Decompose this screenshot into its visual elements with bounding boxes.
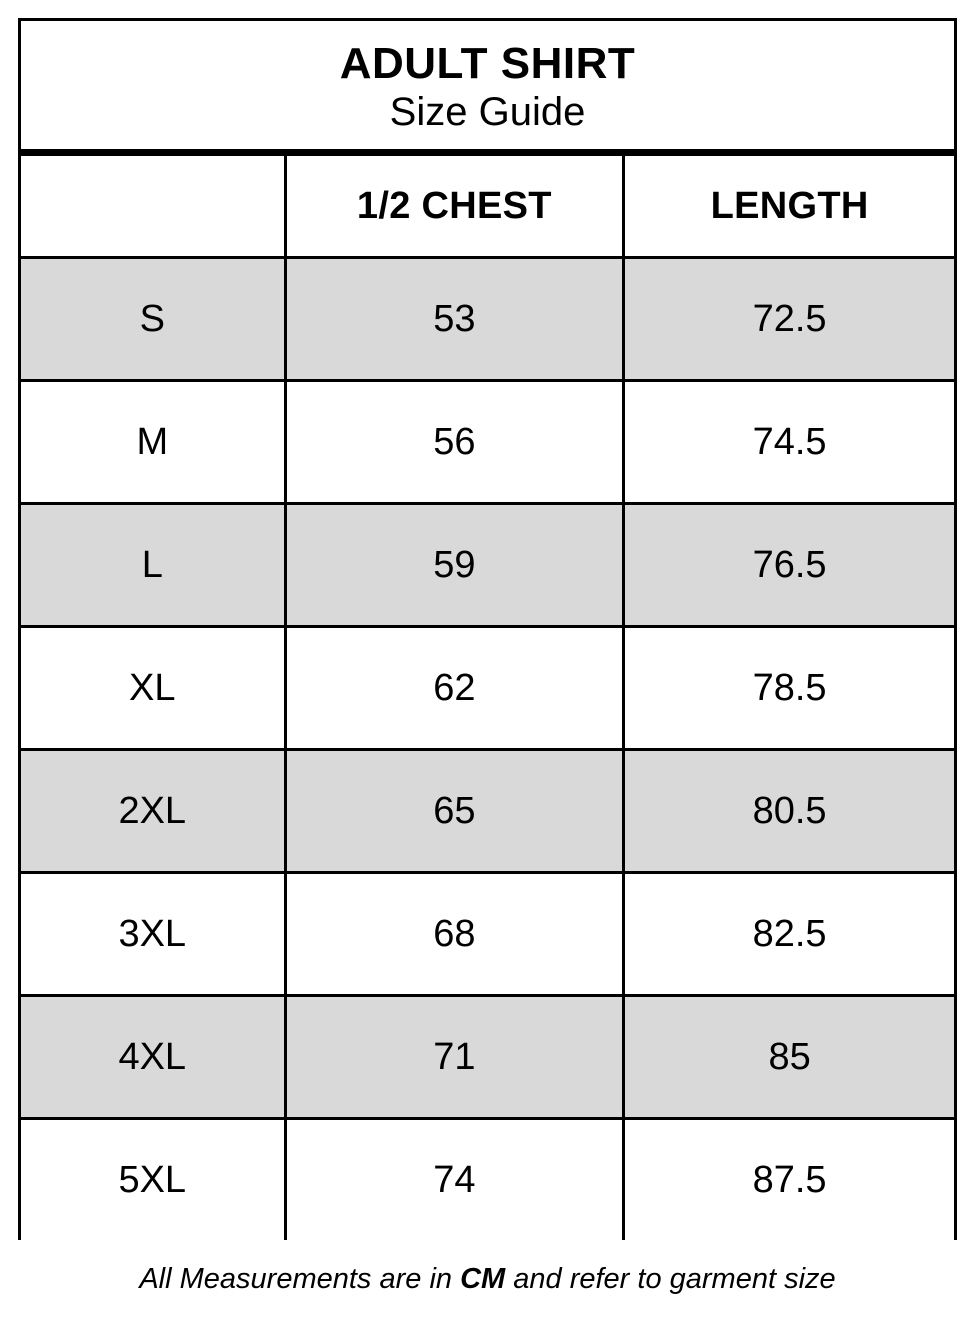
size-chart <box>18 18 957 1240</box>
measurement-unit: CM <box>460 1263 506 1296</box>
cell-length: 72.5 <box>624 258 954 381</box>
table-header-row <box>21 156 954 258</box>
cell-chest: 53 <box>285 258 624 381</box>
cell-length: 80.5 <box>624 750 954 873</box>
cell-size: M <box>21 381 285 504</box>
cell-chest: 65 <box>285 750 624 873</box>
cell-length: 82.5 <box>624 873 954 996</box>
cell-length: 74.5 <box>624 381 954 504</box>
table-row <box>21 381 954 504</box>
cell-size: XL <box>21 627 285 750</box>
measurement-note <box>18 1262 957 1297</box>
cell-chest: 59 <box>285 504 624 627</box>
cell-length: 85 <box>624 996 954 1119</box>
page-title: ADULT SHIRT <box>339 39 636 88</box>
cell-chest: 56 <box>285 381 624 504</box>
table-row <box>21 258 954 381</box>
column-header-size <box>21 156 285 258</box>
cell-chest: 74 <box>285 1119 624 1241</box>
cell-size: 3XL <box>21 873 285 996</box>
cell-length: 76.5 <box>624 504 954 627</box>
title-block <box>21 21 954 156</box>
table-row <box>21 750 954 873</box>
table-row <box>21 1119 954 1241</box>
cell-size: 5XL <box>21 1119 285 1241</box>
cell-length: 87.5 <box>624 1119 954 1241</box>
column-header-half-chest: 1/2 CHEST <box>285 156 624 258</box>
cell-length: 78.5 <box>624 627 954 750</box>
page-subtitle: Size Guide <box>389 90 586 135</box>
cell-chest: 71 <box>285 996 624 1119</box>
cell-size: L <box>21 504 285 627</box>
cell-chest: 68 <box>285 873 624 996</box>
cell-size: 2XL <box>21 750 285 873</box>
table-row <box>21 504 954 627</box>
measurement-note-part2: and refer to garment size <box>505 1263 836 1296</box>
table-row <box>21 873 954 996</box>
cell-chest: 62 <box>285 627 624 750</box>
measurement-note-part1: All Measurements are in <box>139 1263 461 1296</box>
table-row <box>21 627 954 750</box>
measurements-table <box>21 156 954 1240</box>
column-header-length: LENGTH <box>624 156 954 258</box>
cell-size: S <box>21 258 285 381</box>
cell-size: 4XL <box>21 996 285 1119</box>
table-row <box>21 996 954 1119</box>
